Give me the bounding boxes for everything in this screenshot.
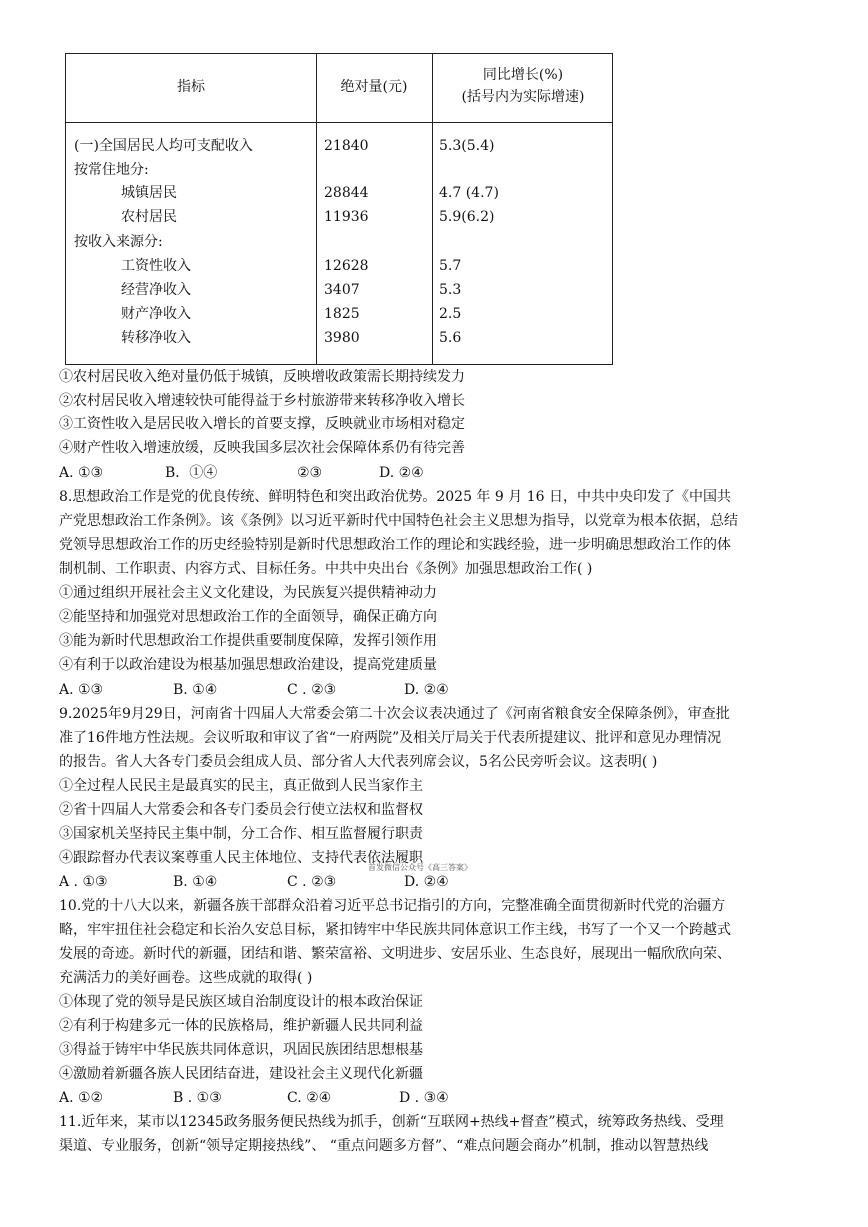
- q8-stem-line-3: 党领导思想政治工作的历史经验特别是新时代思想政治工作的理论和实践经验，进一步明确思想政治工作的体: [59, 537, 731, 553]
- row-value: 11936: [324, 209, 369, 225]
- q10-option-d[interactable]: D . ③④: [399, 1090, 449, 1106]
- q10-option-b[interactable]: B . ①③: [173, 1090, 222, 1106]
- row-value: 21840: [324, 138, 369, 154]
- row-growth: 4.7 (4.7): [439, 185, 499, 201]
- q8-stem-line-4: 制机制、工作职责、内容方式、目标任务。中共中央出台《条例》加强思想政治工作( ): [59, 561, 593, 577]
- q10-stem-line-4: 充满活力的美好画卷。这些成就的取得( ): [59, 970, 313, 986]
- q9-statement-3: ③国家机关坚持民主集中制，分工合作、相互监督履行职责: [59, 826, 423, 842]
- row-name: 农村居民: [121, 209, 177, 225]
- row-name: 城镇居民: [121, 185, 177, 201]
- q7-option-a[interactable]: A. ①③: [59, 465, 104, 481]
- table-row: [66, 205, 614, 229]
- table-row: [66, 158, 614, 182]
- q8-stem-line-2: 产党思想政治工作条例》。该《条例》以习近平新时代中国特色社会主义思想为指导，以党章为根本依据，总结: [59, 513, 738, 529]
- table-header-divider: [66, 122, 612, 123]
- q8-option-a[interactable]: A. ①③: [59, 682, 104, 698]
- watermark-text: 首发微信公众号《高三答案》: [368, 863, 472, 872]
- table-row: [66, 230, 614, 254]
- q9-stem-line-1: 9.2025年9月29日，河南省十四届人大常委会第二十次会议表决通过了《河南省粮食安全保障条例》，审查批: [59, 706, 730, 722]
- income-table: [65, 53, 613, 365]
- q8-stem-line-1: 8.思想政治工作是党的优良传统、鲜明特色和突出政治优势。2025 年 9 月 16 日，中共中央印发了《中国共: [59, 489, 731, 505]
- q8-statement-3: ③能为新时代思想政治工作提供重要制度保障，发挥引领作用: [59, 633, 437, 649]
- row-growth: 2.5: [439, 306, 462, 322]
- q11-stem-line-2: 渠道、专业服务，创新“领导定期接热线”、 “重点问题多方督”、“难点问题会商办”机制，推动以智慧热线: [59, 1138, 709, 1154]
- q7-statement-3: ③工资性收入是居民收入增长的首要支撑，反映就业市场相对稳定: [59, 416, 465, 432]
- q7-option-b[interactable]: B．①④: [165, 465, 218, 481]
- q10-option-c[interactable]: C. ②④: [287, 1090, 332, 1106]
- q10-statement-3: ③得益于铸牢中华民族共同体意识，巩固民族团结思想根基: [59, 1042, 423, 1058]
- q7-statement-2: ②农村居民收入增速较快可能得益于乡村旅游带来转移净收入增长: [59, 393, 465, 409]
- q11-stem-line-1: 11.近年来，某市以12345政务服务便民热线为抓手，创新“互联网+热线+督查”模式，统筹政务热线、受理: [59, 1114, 724, 1130]
- row-name: 按常住地分:: [74, 162, 149, 178]
- row-value: 3407: [324, 282, 360, 298]
- row-growth: 5.3(5.4): [439, 138, 495, 154]
- table-row: [66, 278, 614, 302]
- row-growth: 5.6: [439, 330, 462, 346]
- q9-stem-line-2: 准了16件地方性法规。会议听取和审议了省“一府两院”及相关厅局关于代表所提建议、批评和意见办理情况: [59, 730, 722, 746]
- q9-statement-4: ④跟踪督办代表议案尊重人民主体地位、支持代表依法履职: [59, 850, 423, 866]
- q7-option-d[interactable]: D. ②④: [379, 465, 424, 481]
- q8-statement-2: ②能坚持和加强党对思想政治工作的全面领导，确保正确方向: [59, 609, 437, 625]
- q7-statement-4: ④财产性收入增速放缓，反映我国多层次社会保障体系仍有待完善: [59, 440, 465, 456]
- table-header-absolute: 绝对量(元): [340, 79, 408, 95]
- q9-statement-1: ①全过程人民民主是最真实的民主，真正做到人民当家作主: [59, 778, 423, 794]
- row-growth: 5.3: [439, 282, 462, 298]
- q8-option-d[interactable]: D. ②④: [404, 682, 449, 698]
- table-header-indicator: 指标: [177, 79, 205, 95]
- q10-stem-line-1: 10.党的十八大以来，新疆各族干部群众沿着习近平总书记指引的方向，完整准确全面贯彻新时代党的治疆方: [59, 898, 726, 914]
- row-name: 按收入来源分:: [74, 234, 163, 250]
- q7-statement-1: ①农村居民收入绝对量仍低于城镇，反映增收政策需长期持续发力: [59, 369, 465, 385]
- table-row: [66, 181, 614, 205]
- q9-option-c[interactable]: C . ②③: [287, 874, 337, 890]
- q8-option-b[interactable]: B. ①④: [173, 682, 218, 698]
- q9-stem-line-3: 的报告。省人大各专门委员会组成人员、部分省人大代表列席会议，5名公民旁听会议。这表明( ): [59, 754, 658, 770]
- q9-option-b[interactable]: B. ①④: [173, 874, 218, 890]
- row-growth: 5.9(6.2): [439, 209, 495, 225]
- q10-stem-line-2: 略，牢牢扭住社会稳定和长治久安总目标，紧扣铸牢中华民族共同体意识工作主线，书写了一个又一个跨越式: [59, 922, 731, 938]
- row-value: 12628: [324, 258, 369, 274]
- row-name: 工资性收入: [121, 258, 191, 274]
- row-name: 转移净收入: [121, 330, 191, 346]
- q10-statement-2: ②有利于构建多元一体的民族格局，维护新疆人民共同利益: [59, 1018, 423, 1034]
- row-name: 经营净收入: [121, 282, 191, 298]
- q9-option-d[interactable]: D. ②④: [404, 874, 449, 890]
- q9-option-a[interactable]: A . ①③: [59, 874, 108, 890]
- table-row: [66, 302, 614, 326]
- q8-statement-4: ④有利于以政治建设为根基加强思想政治建设，提高党建质量: [59, 657, 437, 673]
- table-row: [66, 326, 614, 350]
- q10-stem-line-3: 发展的奇迹。新时代的新疆，团结和谐、繁荣富裕、文明进步、安居乐业、生态良好，展现出一幅欣欣向荣、: [59, 946, 731, 962]
- q8-option-c[interactable]: C . ②③: [287, 682, 337, 698]
- table-row: [66, 254, 614, 278]
- row-growth: 5.7: [439, 258, 462, 274]
- q8-statement-1: ①通过组织开展社会主义文化建设，为民族复兴提供精神动力: [59, 585, 437, 601]
- row-value: 1825: [324, 306, 360, 322]
- table-row: [66, 134, 614, 158]
- table-header-growth-line2: (括号内为实际增速): [461, 89, 585, 105]
- row-name: (一)全国居民人均可支配收入: [74, 138, 253, 154]
- q9-statement-2: ②省十四届人大常委会和各专门委员会行使立法权和监督权: [59, 802, 423, 818]
- row-value: 3980: [324, 330, 360, 346]
- row-name: 财产净收入: [121, 306, 191, 322]
- q10-statement-1: ①体现了党的领导是民族区域自治制度设计的根本政治保证: [59, 994, 423, 1010]
- table-header-growth-line1: 同比增长(%): [482, 67, 564, 83]
- table-header-growth: [432, 64, 614, 108]
- q10-statement-4: ④激励着新疆各族人民团结奋进，建设社会主义现代化新疆: [59, 1066, 423, 1082]
- q10-option-a[interactable]: A. ①②: [59, 1090, 104, 1106]
- row-value: 28844: [324, 185, 369, 201]
- q7-option-c[interactable]: ②③: [297, 465, 323, 481]
